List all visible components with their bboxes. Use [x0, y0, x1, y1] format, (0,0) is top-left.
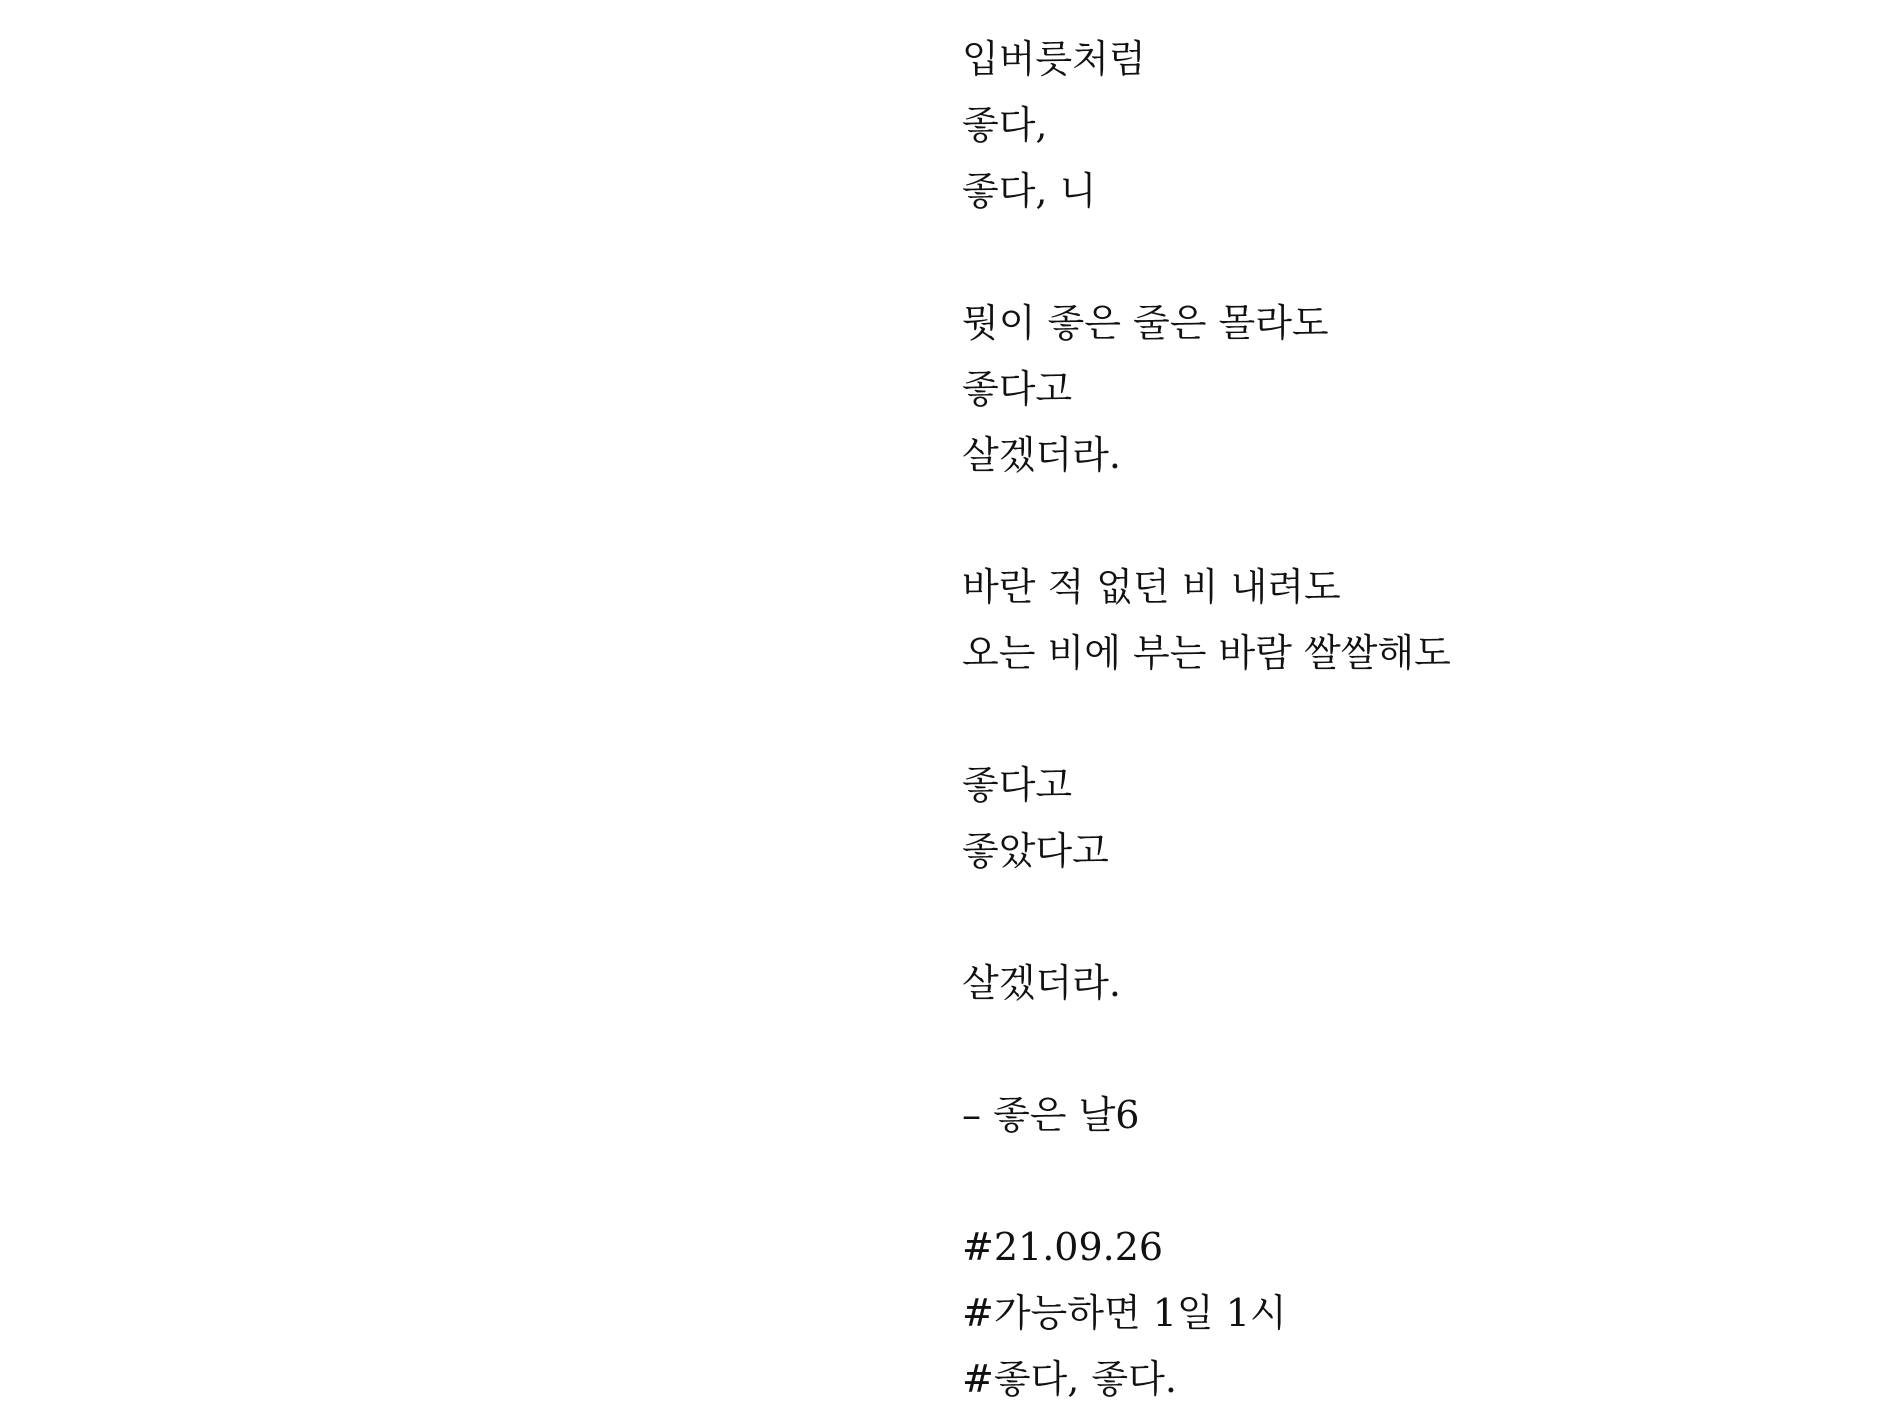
hashtag: #가능하면 1일 1시 — [962, 1291, 1287, 1335]
poem-line: 바란 적 없던 비 내려도 — [962, 565, 1341, 609]
poem-line: 살겠더라. — [962, 433, 1121, 477]
poem-line: 좋다고 — [962, 367, 1073, 411]
stanza-break — [962, 1148, 1862, 1214]
hashtag: #좋다, 좋다. — [962, 1357, 1177, 1401]
poem-line: 살겠더라. — [962, 961, 1121, 1005]
poem-line: 좋다, — [962, 103, 1048, 147]
stanza-break — [962, 224, 1862, 290]
poem-line: 좋았다고 — [962, 829, 1109, 873]
poem-line: 오는 비에 부는 바람 쌀쌀해도 — [962, 631, 1451, 675]
stanza-break — [962, 686, 1862, 752]
poem-line: 좋다, 니 — [962, 169, 1097, 213]
stanza-break — [962, 488, 1862, 554]
poem-line: 좋다고 — [962, 763, 1073, 807]
stanza-break — [962, 884, 1862, 950]
poem-signature: – 좋은 날6 — [962, 1093, 1140, 1137]
hashtag: #21.09.26 — [962, 1225, 1164, 1269]
poem-line: 뭣이 좋은 줄은 몰라도 — [962, 301, 1329, 345]
stanza-break — [962, 1016, 1862, 1082]
poem-body — [962, 26, 1862, 1412]
poem-line: 입버릇처럼 — [962, 37, 1146, 81]
